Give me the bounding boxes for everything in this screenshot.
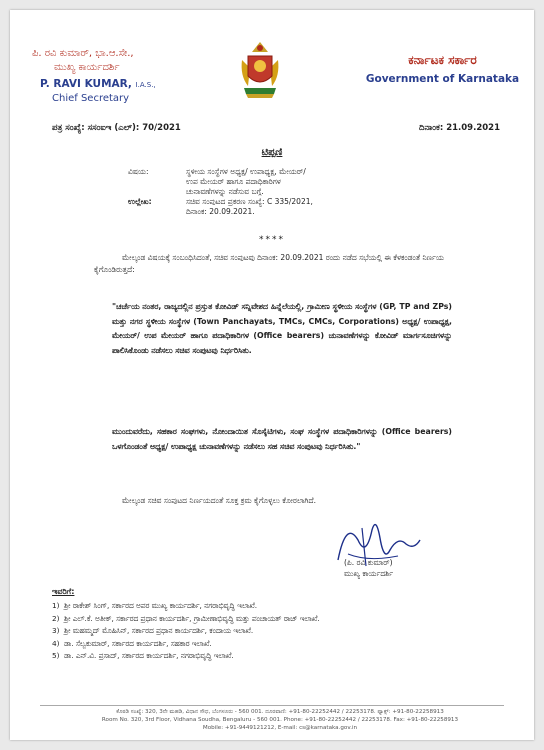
list-item: 4) ಡಾ. ಸೆಲ್ವಕುಮಾರ್, ಸರ್ಕಾರದ ಕಾರ್ಯದರ್ಶಿ, ಸಹಕಾರ ಇಲಾಖೆ. bbox=[52, 638, 212, 648]
subject-line: ಸ್ಥಳೀಯ ಸಂಸ್ಥೆಗಳ ಅಧ್ಯಕ್ಷ/ ಉಪಾಧ್ಯಕ್ಷ, ಮೇಯರ್/ bbox=[186, 167, 306, 176]
letter-number: ಪತ್ರ ಸಂಖ್ಯೆ: ಸಸಂಐಇ (ಎಲ್): 70/2021 bbox=[52, 123, 181, 133]
footer bbox=[40, 708, 520, 732]
list-item: 2) ಶ್ರೀ ಎಲ್.ಕೆ. ಅತೀಕ್, ಸರ್ಕಾರದ ಪ್ರಧಾನ ಕಾರ್ಯದರ್ಶಿ, ಗ್ರಾಮೀಣಾಭಿವೃದ್ಧಿ ಮತ್ತು ಪಂಚಾಯತ್ ರಾಜ್ ಇಲಾಖೆ. bbox=[52, 613, 320, 623]
footer-line: Room No. 320, 3rd Floor, Vidhana Soudha, Bengaluru - 560 001. Phone: +91-80-22252442 / 22253178. Fax: +91-80-22258913 bbox=[101, 717, 459, 723]
list-item: 5) ಡಾ. ಎನ್.ವಿ. ಪ್ರಸಾದ್, ಸರ್ಕಾರದ ಕಾರ್ಯದರ್ಶಿ, ನಗರಾಭಿವೃದ್ಧಿ ಇಲಾಖೆ. bbox=[52, 651, 234, 660]
letter-page bbox=[10, 10, 534, 740]
reference-line: ಸಚಿವ ಸಂಪುಟದ ಪ್ರಕರಣ ಸಂಖ್ಯೆ: C 335/2021, bbox=[186, 197, 313, 206]
government-block bbox=[360, 52, 525, 86]
footer-line: Mobile: +91-9449121212, E-mail: cs@karnataka.gov.in bbox=[202, 725, 358, 731]
subject-block bbox=[128, 167, 428, 217]
subject-label: ವಿಷಯ: bbox=[128, 167, 149, 176]
reference-label: ಉಲ್ಲೇಖ: bbox=[128, 197, 152, 206]
karnataka-emblem-icon bbox=[236, 38, 284, 100]
intro-paragraph: ಮೇಲ್ಕಂಡ ವಿಷಯಕ್ಕೆ ಸಂಬಂಧಿಸಿದಂತೆ, ಸಚಿವ ಸಂಪುಟವು ದಿನಾಂಕ: 20.09.2021 ರಂದು ನಡೆದ ಸಭೆಯಲ್ಲಿ ಈ ಕೆಳಕಂಡಂತೆ ನಿರ್ಣಯ ಕೈಗೊಂಡಿರುತ್ತದೆ: bbox=[94, 253, 444, 274]
reference-line: ದಿನಾಂಕ: 20.09.2021. bbox=[186, 207, 255, 216]
signatory-name: (ಪಿ. ರವಿ ಕುಮಾರ್) bbox=[344, 558, 393, 567]
signatory-title: ಮುಖ್ಯ ಕಾರ್ಯದರ್ಶಿ bbox=[344, 569, 394, 578]
closing-paragraph: ಮೇಲ್ಕಂಡ ಸಚಿವ ಸಂಪುಟದ ನಿರ್ಣಯದಂತೆ ಸೂಕ್ತ ಕ್ರಮ ಕೈಗೊಳ್ಳಲು ಕೋರಲಾಗಿದೆ. bbox=[122, 496, 316, 505]
footer-divider bbox=[40, 705, 504, 706]
resolution-quote-1: "ಚರ್ಚೆಯ ನಂತರ, ರಾಜ್ಯದಲ್ಲಿನ ಪ್ರಸ್ತುತ ಕೋವಿಡ್ ಸನ್ನಿವೇಶದ ಹಿನ್ನೆಲೆಯಲ್ಲಿ, ಗ್ರಾಮೀಣ ಸ್ಥಳೀಯ ಸಂಸ್ಥೆಗಳ (GP, TP and ZPs) ಮತ್ತು ನಗರ ಸ್ಥಳೀಯ ಸಂಸ್ಥೆಗಳ (Town Panchayats, TMCs, CMCs, Corporations) ಅಧ್ಯಕ್ಷ/ ಉಪಾಧ್ಯಕ್ಷ, ಮೇಯರ್/ ಉಪ ಮೇಯರ್ ಹಾಗೂ ಪದಾಧಿಕಾರಿಗಳ (Office bearers) ಚುನಾವಣೆಗಳನ್ನು ಕೋವಿಡ್ ಮಾರ್ಗಸೂಚಿಗಳನ್ನು ಪಾಲಿಸಿಕೊಂಡು ನಡೆಸಲು ಸಚಿವ ಸಂಪುಟವು ನಿರ್ಧರಿಸಿತು. bbox=[112, 302, 452, 355]
sender-title-en: Chief Secretary bbox=[52, 93, 130, 104]
sender-name-kn: ಪಿ. ರವಿ ಕುಮಾರ್, ಭಾ.ಆ.ಸೇ., bbox=[32, 48, 134, 59]
list-item: 3) ಶ್ರೀ ಮಹಮ್ಮದ್ ಮೊಹಿಸಿನ್, ಸರ್ಕಾರದ ಪ್ರಧಾನ ಕಾರ್ಯದರ್ಶಿ, ಕಂದಾಯ ಇಲಾಖೆ. bbox=[52, 626, 254, 635]
document-title: ಟಿಪ್ಪಣಿ bbox=[261, 147, 283, 158]
subject-line: ಉಪ ಮೇಯರ್ ಹಾಗೂ ಪದಾಧಿಕಾರಿಗಳ bbox=[186, 177, 281, 186]
copy-to-title: ಇವರಿಗೆ: bbox=[52, 587, 75, 596]
footer-line: ಕೊಠಡಿ ಸಂಖ್ಯೆ: 320, 3ನೇ ಮಹಡಿ, ವಿಧಾನ ಸೌಧ, ಬೆಂಗಳೂರು - 560 001. ದೂರವಾಣಿ: +91-80-22252442 / 22253178. ಫ್ಯಾಕ್ಸ್: +91-80-22258913 bbox=[116, 709, 444, 715]
government-en: Government of Karnataka bbox=[365, 73, 520, 85]
government-kn: ಕರ್ನಾಟಕ ಸರ್ಕಾರ bbox=[408, 53, 477, 67]
sender-name-en: P. RAVI KUMAR, I.A.S., bbox=[40, 78, 156, 90]
letter-date: ದಿನಾಂಕ: 21.09.2021 bbox=[419, 123, 500, 133]
signatory bbox=[344, 557, 393, 579]
sender-block bbox=[32, 47, 192, 105]
copy-to-list bbox=[52, 600, 492, 663]
list-item: 1) ಶ್ರೀ ರಾಕೇಶ್ ಸಿಂಗ್, ಸರ್ಕಾರದ ಅಪರ ಮುಖ್ಯ ಕಾರ್ಯದರ್ಶಿ, ನಗರಾಭಿವೃದ್ಧಿ ಇಲಾಖೆ. bbox=[52, 601, 258, 610]
resolution-quote-2: ಮುಂದುವರೆದು, ಸಹಕಾರ ಸಂಘಗಳು, ನೋಂದಾಯಿತ ಸೊಸೈಟಿಗಳು, ಸಂಘ ಸಂಸ್ಥೆಗಳ ಪದಾಧಿಕಾರಿಗಳನ್ನು (Office bearers) ಒಳಗೊಂಡಂತೆ ಅಧ್ಯಕ್ಷ/ ಉಪಾಧ್ಯಕ್ಷ ಚುನಾವಣೆಗಳನ್ನು ನಡೆಸಲು ಸಹ ಸಚಿವ ಸಂಪುಟವು ನಿರ್ಧರಿಸಿತು." bbox=[112, 427, 452, 451]
subject-line: ಚುನಾವಣೆಗಳನ್ನು ನಡೆಸುವ ಬಗ್ಗೆ. bbox=[186, 187, 264, 196]
separator: **** bbox=[259, 235, 285, 245]
sender-title-kn: ಮುಖ್ಯ ಕಾರ್ಯದರ್ಶಿ bbox=[54, 62, 120, 73]
